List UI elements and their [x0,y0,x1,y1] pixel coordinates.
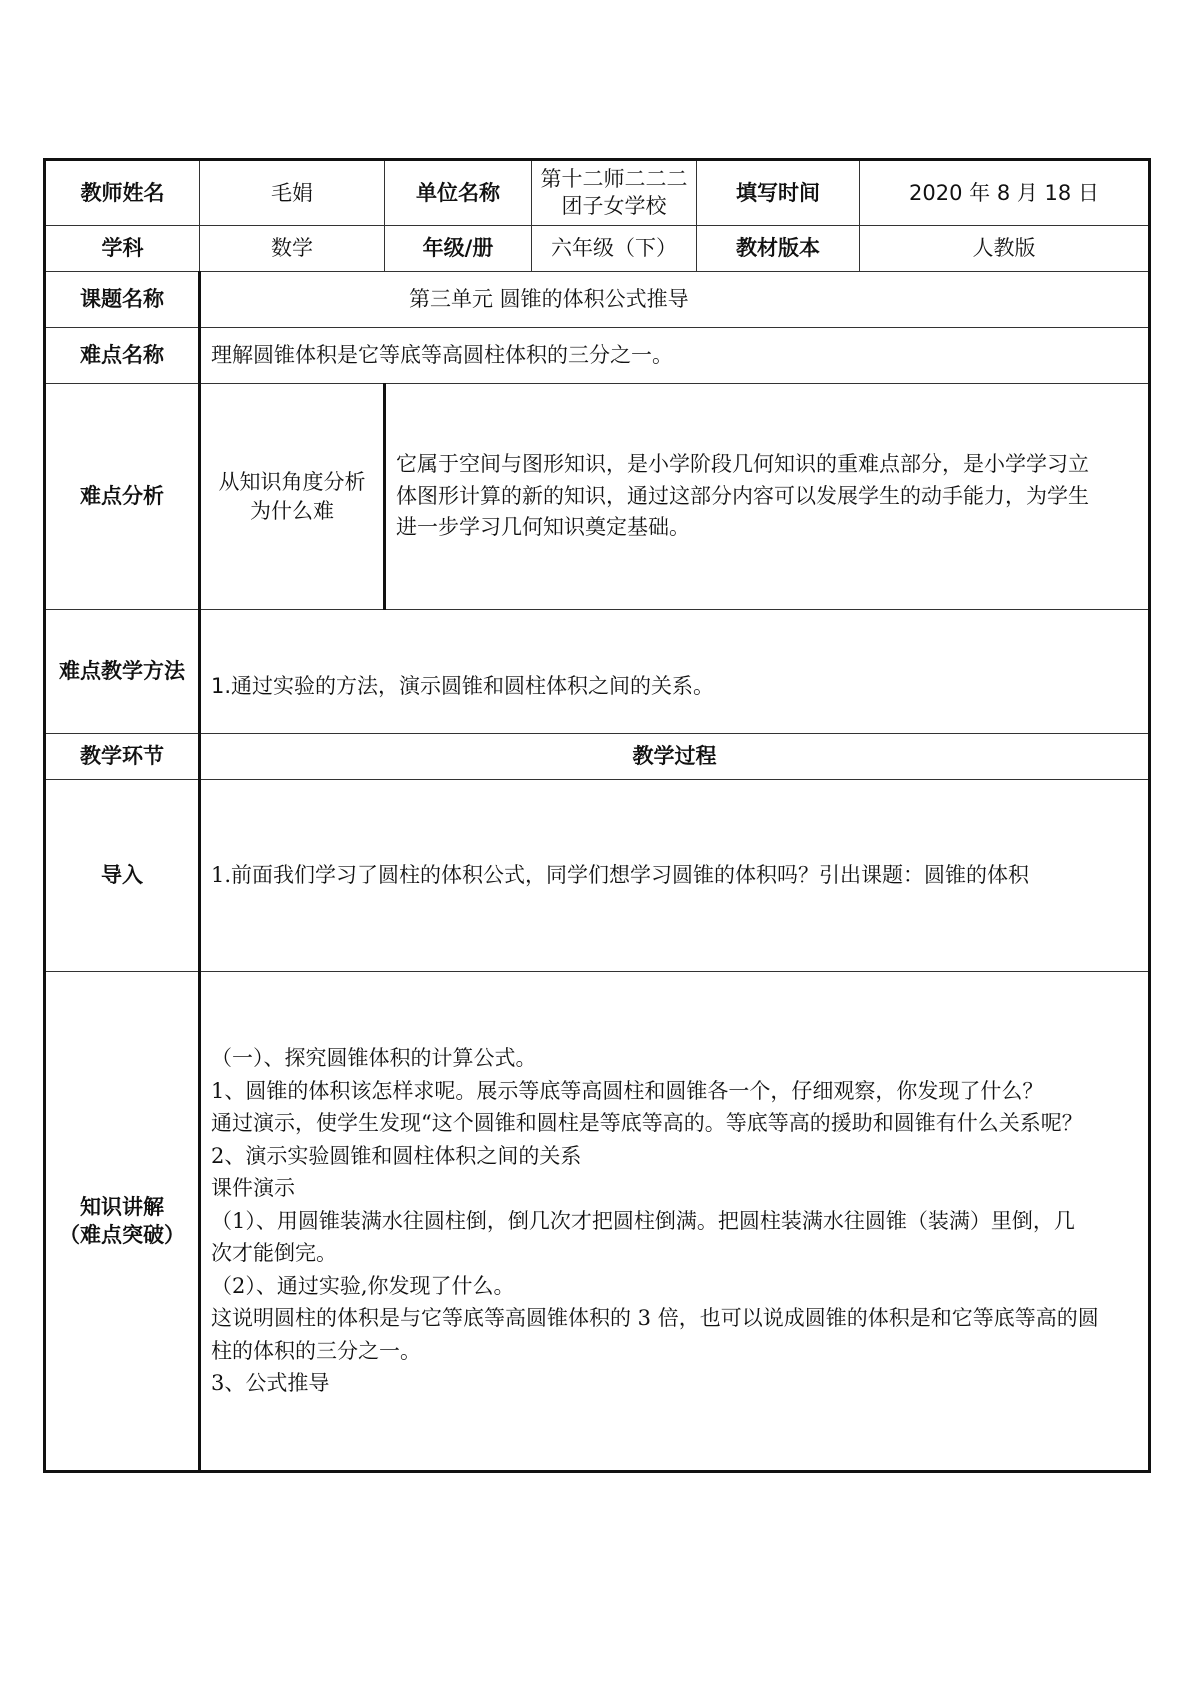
knowledge-line-2: 1、圆锥的体积该怎样求呢。展示等底等高圆柱和圆锥各一个，仔细观察，你发现了什么？ [211,1078,1044,1103]
intro-row [45,780,1150,972]
knowledge-row [45,972,1150,1472]
difficulty-label: 难点名称 [45,328,200,384]
analysis-line-3: 进一步学习几何知识奠定基础。 [396,515,690,540]
method-label: 难点教学方法 [45,610,200,734]
topic-label: 课题名称 [45,272,200,328]
knowledge-line-1: （一）、探究圆锥体积的计算公式。 [211,1045,537,1070]
analysis-sub-label [200,384,385,610]
process-header-row [45,734,1150,780]
edition-label: 教材版本 [697,226,860,272]
analysis-line-1: 它属于空间与图形知识，是小学阶段几何知识的重难点部分，是小学学习立 [396,452,1089,477]
knowledge-line-5: 课件演示 [211,1176,295,1201]
header-row-1 [45,160,1150,226]
unit-name-line-2: 团子女学校 [561,194,667,218]
analysis-sub-label-line-2: 为什么难 [250,498,334,523]
knowledge-line-10: 柱的体积的三分之一。 [211,1338,421,1363]
difficulty-value: 理解圆锥体积是它等底等高圆柱体积的三分之一。 [200,328,1150,384]
unit-name-label: 单位名称 [385,160,532,226]
knowledge-line-7: 次才能倒完。 [211,1241,337,1266]
analysis-sub-label-line-1: 从知识角度分析 [218,470,366,495]
knowledge-label [45,972,200,1472]
stage-label: 教学环节 [45,734,200,780]
subject-value: 数学 [200,226,385,272]
knowledge-label-line-2: （难点突破） [59,1223,185,1247]
method-value: 1.通过实验的方法，演示圆锥和圆柱体积之间的关系。 [200,610,1150,734]
knowledge-line-11: 3、公式推导 [211,1371,330,1396]
edition-value: 人教版 [860,226,1150,272]
grade-value: 六年级（下） [532,226,697,272]
topic-row [45,272,1150,328]
analysis-text [385,384,1150,610]
grade-label: 年级/册 [385,226,532,272]
unit-name-value [532,160,697,226]
teacher-name-value: 毛娟 [200,160,385,226]
knowledge-line-9: 这说明圆柱的体积是与它等底等高圆锥体积的 3 倍，也可以说成圆锥的体积是和它等底等高的圆 [211,1306,1099,1331]
difficulty-row [45,328,1150,384]
method-row [45,610,1150,734]
lesson-plan-table [43,158,1151,1473]
knowledge-label-line-1: 知识讲解 [80,1194,164,1219]
header-row-2 [45,226,1150,272]
analysis-row [45,384,1150,610]
analysis-label: 难点分析 [45,384,200,610]
knowledge-line-8: （2）、通过实验,你发现了什么。 [211,1273,515,1298]
intro-label: 导入 [45,780,200,972]
topic-value: 第三单元 圆锥的体积公式推导 [200,272,1150,328]
teacher-name-label: 教师姓名 [45,160,200,226]
fill-date-label: 填写时间 [697,160,860,226]
unit-name-line-1: 第十二师二二二 [540,166,688,191]
knowledge-line-4: 2、演示实验圆锥和圆柱体积之间的关系 [211,1143,582,1168]
knowledge-line-3: 通过演示，使学生发现“这个圆锥和圆柱是等底等高的。等底等高的援助和圆锥有什么关系呢？ [211,1111,1083,1136]
analysis-line-2: 体图形计算的新的知识，通过这部分内容可以发展学生的动手能力，为学生 [396,483,1089,508]
intro-value: 1.前面我们学习了圆柱的体积公式，同学们想学习圆锥的体积吗？引出课题：圆锥的体积 [200,780,1150,972]
process-label: 教学过程 [200,734,1150,780]
subject-label: 学科 [45,226,200,272]
knowledge-text [200,972,1150,1472]
knowledge-line-6: （1）、用圆锥装满水往圆柱倒，倒几次才把圆柱倒满。把圆柱装满水往圆锥（装满）里倒，几 [211,1208,1075,1233]
fill-date-value: 2020 年 8 月 18 日 [860,160,1150,226]
